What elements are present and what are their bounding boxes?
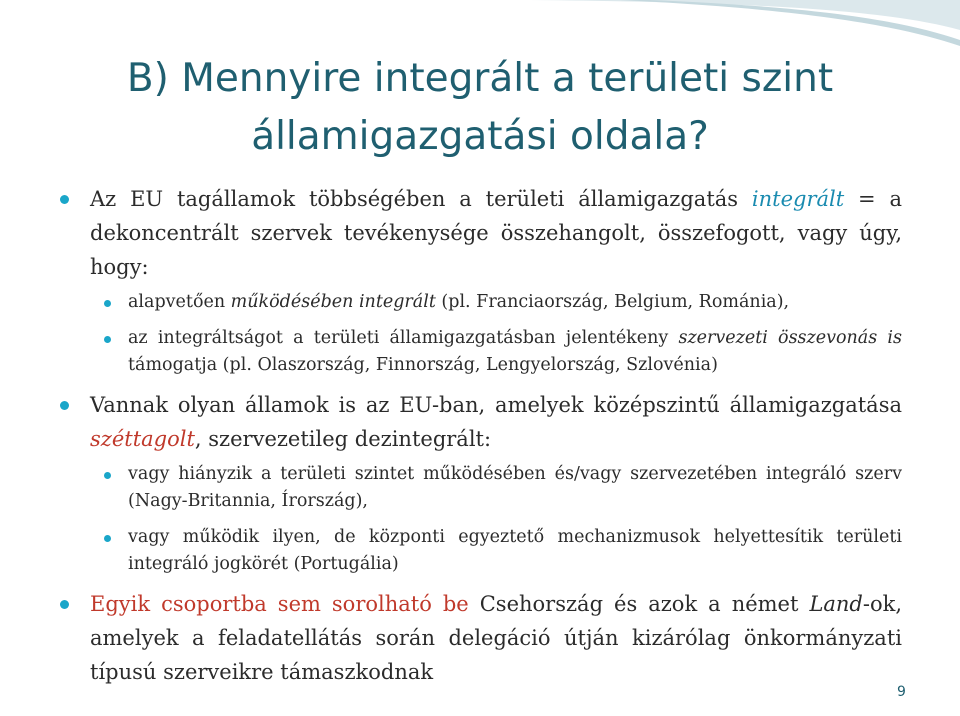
slide-title: [0, 50, 960, 166]
page-number: 9: [897, 684, 906, 700]
bullet-dot: [104, 336, 111, 343]
sub-bullet-text: (pl. Franciaország, Belgium, Románia),: [435, 292, 790, 312]
bullet-dot: [104, 535, 111, 542]
sub-bullet-central: [60, 524, 902, 579]
bullet-integrated: [60, 182, 902, 284]
bullet-neither: [60, 587, 902, 689]
emphasis-neither: Egyik csoportba sem sorolható be: [90, 591, 469, 616]
bullet-text: Vannak olyan államok is az EU-ban, amelyek középszintű államigazgatása: [90, 392, 902, 417]
bullet-text: -ok, amelyek a feladatellátás során delegáció útján kizárólag önkormányzati típusú szerveikre támaszkodnak: [90, 591, 903, 684]
sub-bullet-functional: [60, 289, 902, 317]
emphasis-szettagolt: széttagolt: [90, 426, 195, 451]
sub-bullet-organizational: [60, 325, 902, 380]
bullet-text: Az EU tagállamok többségében a területi államigazgatás: [90, 187, 752, 211]
emphasis-organizational: szervezeti összevonás is: [678, 327, 902, 348]
slide-content: [60, 182, 902, 694]
sub-bullet-text: vagy működik ilyen, de központi egyeztető mechanizmusok helyettesítik területi integráló jogkörét (Portugália): [128, 526, 902, 574]
bullet-fragmented: [60, 388, 902, 456]
emphasis-functional: működésében integrált: [230, 292, 436, 312]
sub-bullet-text: az integráltságot a területi államigazgatásban jelentékeny: [128, 327, 679, 348]
title-line-1: B) Mennyire integrált a területi szint: [126, 56, 834, 101]
bullet-dot: [60, 600, 69, 609]
bullet-dot: [60, 195, 69, 204]
emphasis-integralt: integrált: [751, 187, 845, 211]
bullet-text: , szervezetileg dezintegrált:: [194, 426, 492, 451]
bullet-text: = a dekoncentrált szervek tevékenysége összehangolt, összefogott, vagy úgy, hogy:: [90, 187, 903, 279]
sub-bullet-text: támogatja (pl. Olaszország, Finnország, Lengyelország, Szlovénia): [128, 355, 718, 375]
bullet-dot: [60, 401, 69, 410]
emphasis-land: Land: [809, 591, 863, 616]
bullet-dot: [104, 300, 111, 307]
title-line-2: államigazgatási oldala?: [251, 114, 709, 159]
sub-bullet-missing: [60, 461, 902, 516]
sub-bullet-text: vagy hiányzik a területi szintet működésében és/vagy szervezetében integráló szerv (Nagy-Britannia, Írország),: [128, 463, 902, 511]
bullet-dot: [104, 472, 111, 479]
bullet-text: Csehország és azok a német: [468, 591, 810, 616]
sub-bullet-text: alapvetően: [128, 292, 231, 312]
